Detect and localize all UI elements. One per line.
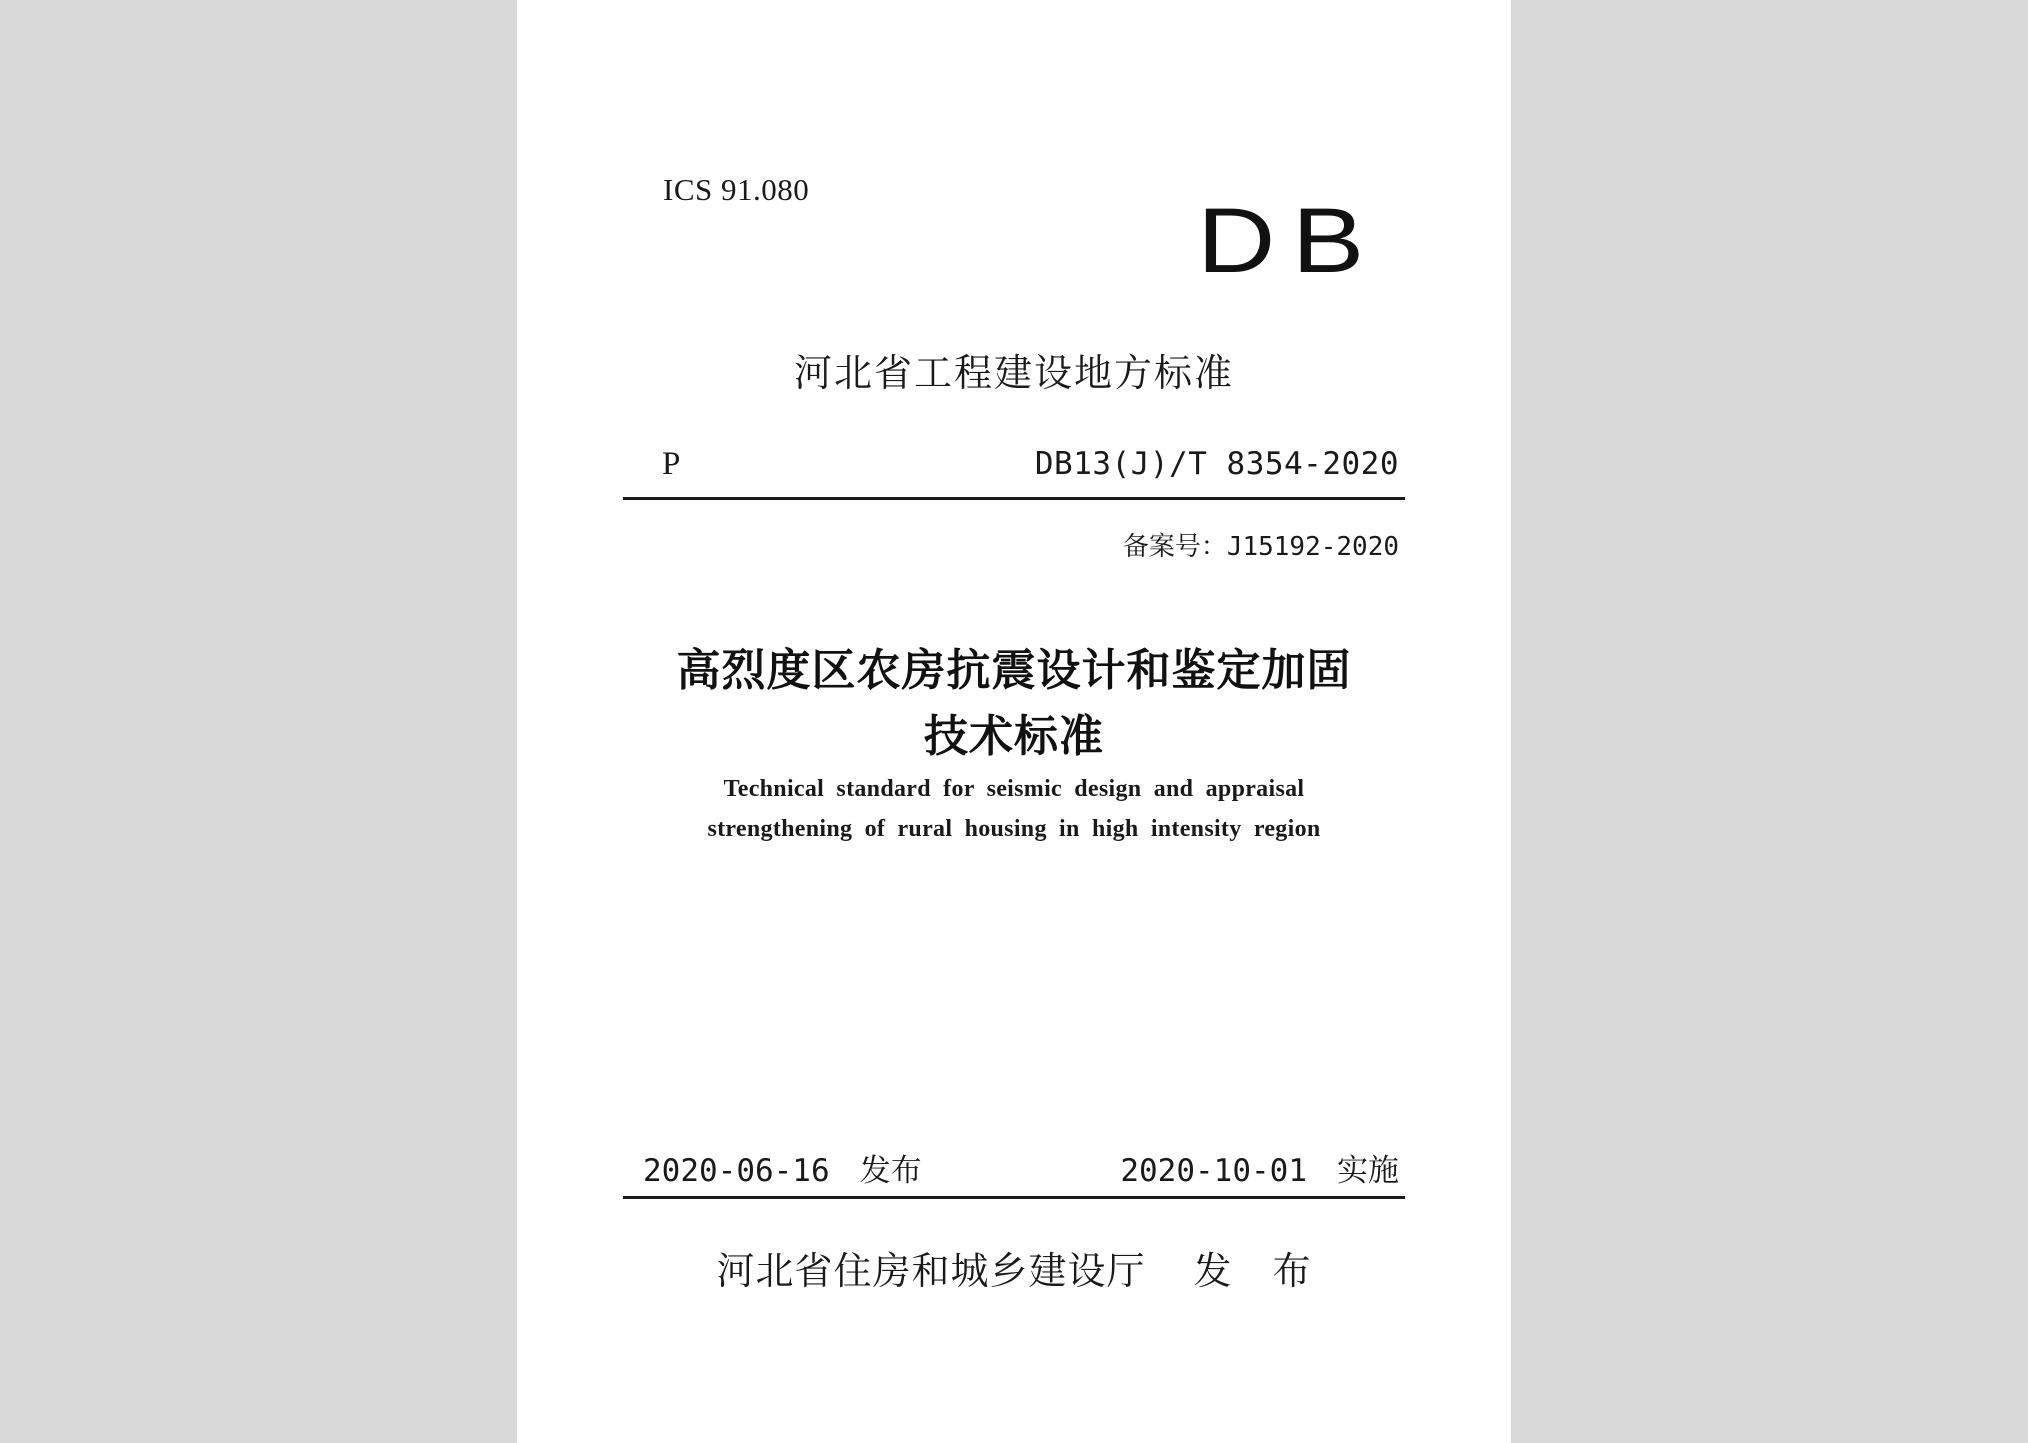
english-title-line-2: strengthening of rural housing in high intensity region [707,816,1321,842]
issuer-name: 河北省住房和城乡建设厅 [716,1249,1146,1293]
english-title-line-1: Technical standard for seismic design and appraisal [723,776,1305,802]
classification-code: P [662,446,681,482]
issuing-authority [517,1240,1511,1295]
implementation-date-block [1120,1145,1399,1190]
standard-number: DB13(J)/T 8354-2020 [1034,446,1399,482]
bottom-divider [623,1196,1405,1199]
issue-label: 发布 [859,1153,922,1189]
top-divider [623,497,1405,500]
issuer-action-2: 布 [1272,1249,1312,1293]
implementation-date: 2020-10-01 [1120,1153,1307,1189]
standard-category: 河北省工程建设地方标准 [793,351,1234,395]
chinese-title-line-1: 高烈度区农房抗震设计和鉴定加固 [676,645,1352,696]
issuer-action-1: 发 [1193,1249,1233,1293]
chinese-title [517,638,1511,770]
implementation-label: 实施 [1337,1153,1399,1189]
chinese-title-line-2: 技术标准 [924,711,1104,762]
issue-date-block [643,1145,922,1190]
issue-date: 2020-06-16 [643,1153,830,1189]
document-cover-page [517,0,1511,1443]
filing-number: 备案号：J15192-2020 [1122,532,1399,562]
english-title [517,769,1511,849]
ics-code: ICS 91.080 [663,172,810,207]
db-standard-mark: DB [1197,190,1381,292]
